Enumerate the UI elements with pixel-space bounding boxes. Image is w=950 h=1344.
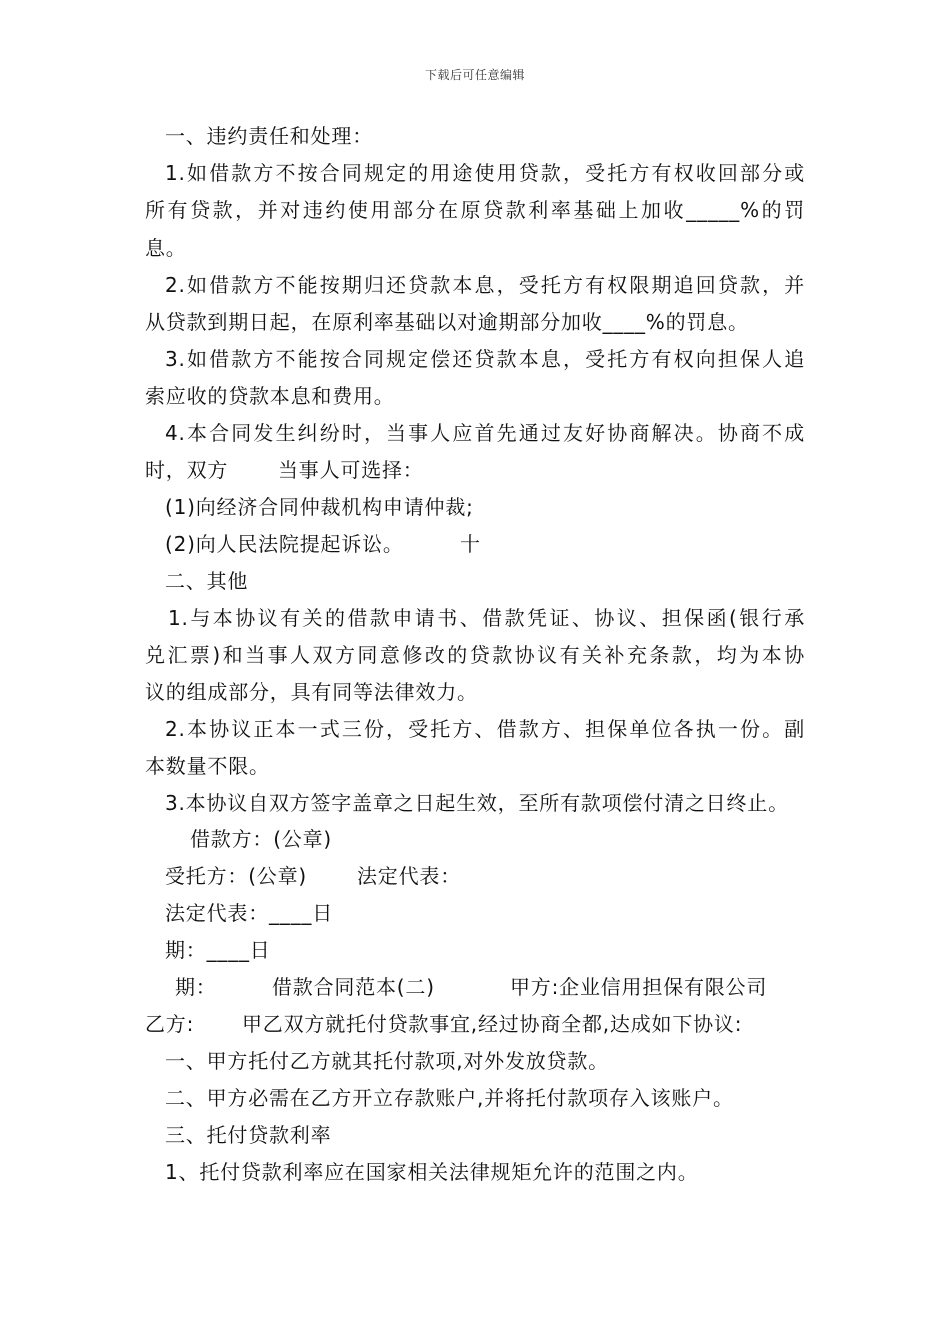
party-b: 乙方:: [145, 1012, 195, 1036]
paragraph-line: 当事人可选择：: [278, 458, 424, 482]
stray-character: 十: [460, 532, 481, 556]
paragraph-line: 所有贷款，并对违约使用部分在原贷款利率基础上加收_____%的罚: [145, 198, 805, 222]
party-a: 甲方:企业信用担保有限公司: [510, 975, 768, 999]
paragraph-line: 议的组成部分，具有同等法律效力。: [145, 680, 478, 704]
document-title: 借款合同范本(二): [272, 975, 435, 999]
paragraph-line: 4.本合同发生纠纷时，当事人应首先通过友好协商解决。协商不成: [165, 421, 805, 445]
paragraph-line: 1.与本协议有关的借款申请书、借款凭证、协议、担保函(银行承: [168, 606, 805, 630]
list-item: (2)向人民法院提起诉讼。: [165, 532, 404, 556]
paragraph-line: 2.如借款方不能按期归还贷款本息，受托方有权限期追回贷款，并: [165, 273, 805, 297]
paragraph-line: 3.如借款方不能按合同规定偿还贷款本息，受托方有权向担保人追: [165, 347, 805, 371]
paragraph-line: 二、甲方必需在乙方开立存款账户,并将托付款项存入该账户。: [165, 1086, 734, 1110]
signature-line: 法定代表：: [357, 864, 461, 888]
signature-line: 受托方：(公章): [165, 864, 308, 888]
paragraph-line: 本数量不限。: [145, 754, 270, 778]
list-item: (1)向经济合同仲裁机构申请仲裁;: [165, 495, 474, 519]
paragraph-line: 1、托付贷款利率应在国家相关法律规矩允许的范围之内。: [165, 1160, 699, 1184]
paragraph-line: 一、甲方托付乙方就其托付款项,对外发放贷款。: [165, 1049, 609, 1073]
paragraph-line: 兑汇票)和当事人双方同意修改的贷款协议有关补充条款，均为本协: [145, 643, 805, 667]
paragraph-line: 甲乙双方就托付贷款事宜,经过协商全都,达成如下协议:: [242, 1012, 743, 1036]
paragraph-line: 2.本协议正本一式三份，受托方、借款方、担保单位各执一份。副: [165, 717, 805, 741]
signature-line: 法定代表：____日: [165, 901, 333, 925]
signature-line: 期：____日: [165, 938, 271, 962]
section-heading: 一、违约责任和处理：: [165, 124, 373, 148]
signature-line: 期：: [175, 975, 217, 999]
section-heading: 三、托付贷款利率: [165, 1123, 332, 1147]
paragraph-line: 3.本协议自双方签字盖章之日起生效，至所有款项偿付清之日终止。: [165, 791, 789, 815]
paragraph-line: 索应收的贷款本息和费用。: [145, 384, 395, 408]
paragraph-line: 息。: [145, 236, 187, 260]
page-header: 下载后可任意编辑: [424, 68, 525, 82]
paragraph-line: 从贷款到期日起，在原利率基础以对逾期部分加收____%的罚息。: [145, 310, 749, 334]
signature-line: 借款方：(公章): [190, 827, 333, 851]
section-heading: 二、其他: [165, 569, 249, 593]
paragraph-line: 1.如借款方不按合同规定的用途使用贷款，受托方有权收回部分或: [165, 161, 805, 185]
paragraph-line: 时，双方: [145, 458, 229, 482]
